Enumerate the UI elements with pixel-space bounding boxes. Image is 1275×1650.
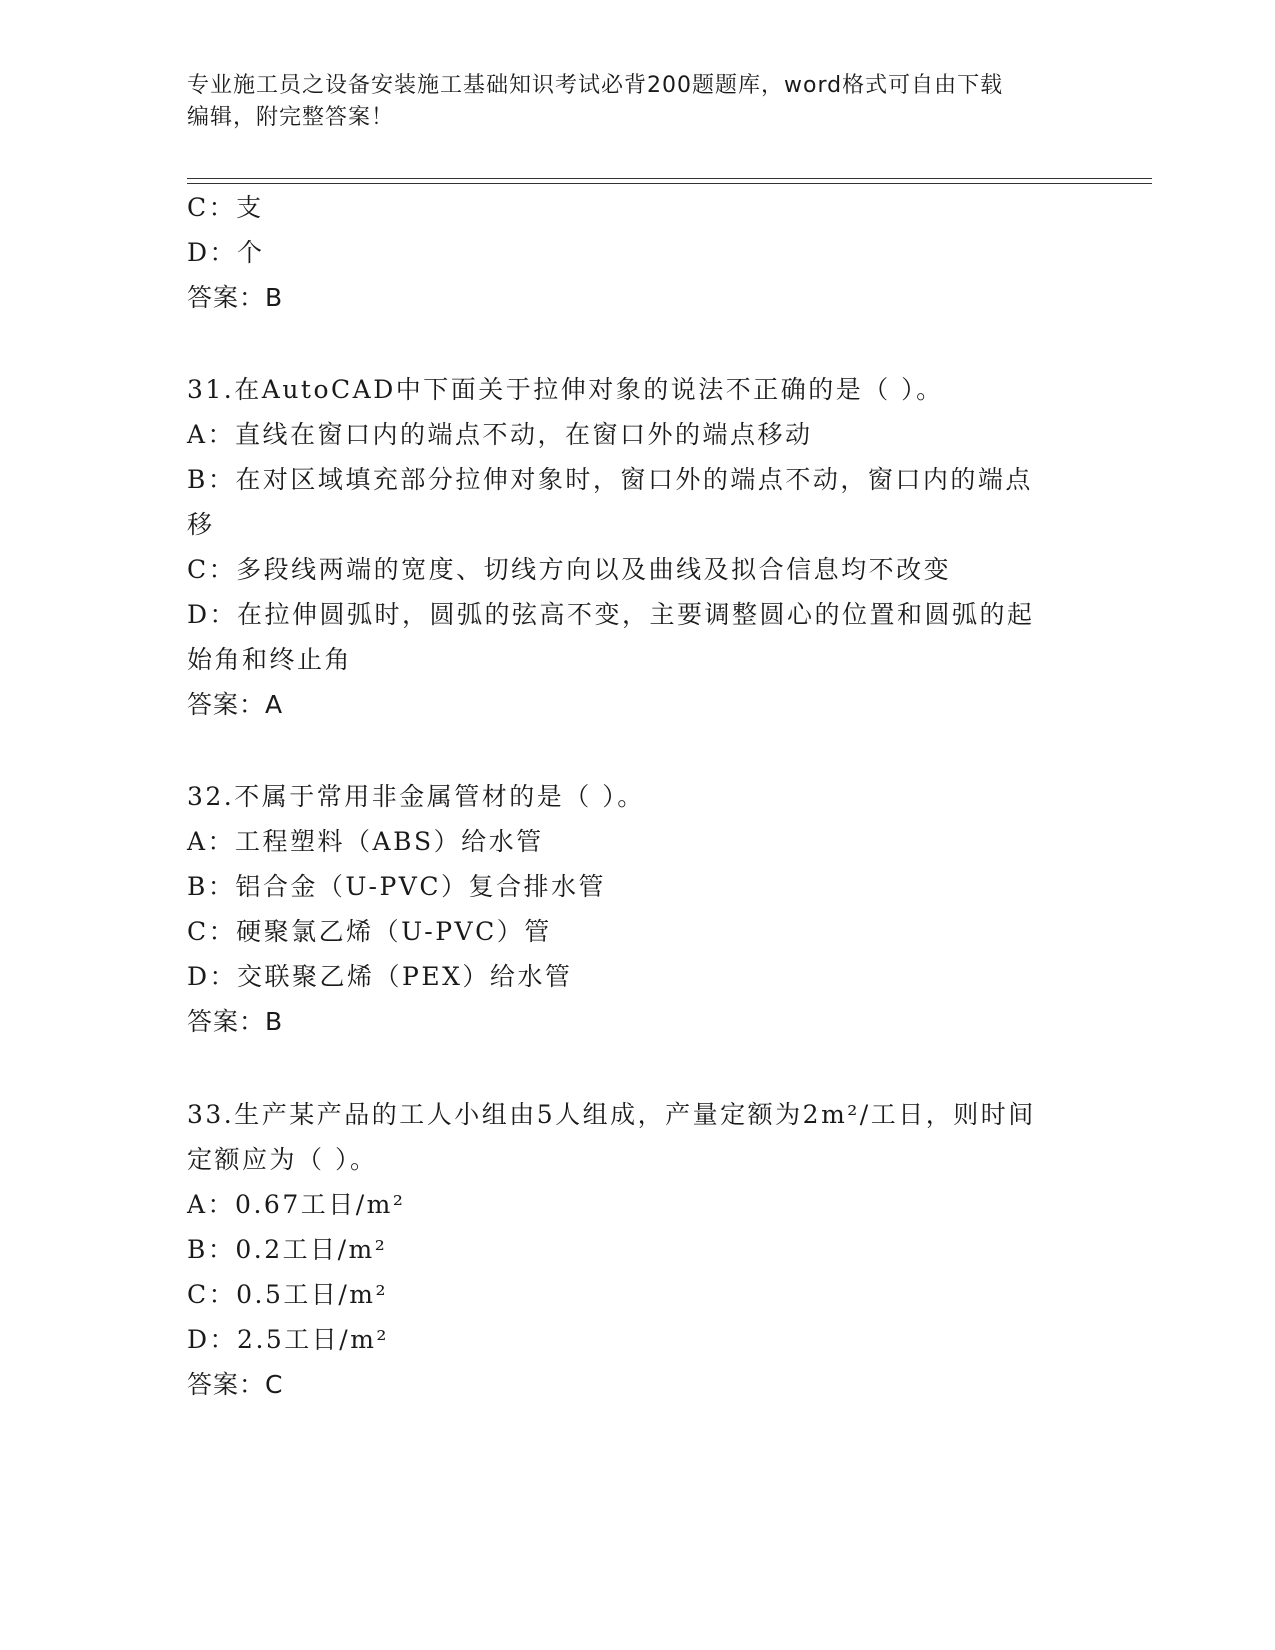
header-divider-top [187, 178, 1152, 179]
q32-option-a: A：工程塑料（ABS）给水管 [187, 827, 544, 856]
q31-answer: 答案：A [187, 690, 284, 719]
document-header [187, 70, 1087, 134]
q31-option-b-line-1: B：在对区域填充部分拉伸对象时，窗口外的端点不动，窗口内的端点 [187, 465, 1033, 494]
q32-stem: 32.不属于常用非金属管材的是（ ）。 [187, 782, 645, 811]
header-divider-bottom [187, 183, 1152, 184]
q30-option-d: D：个 [187, 238, 265, 267]
q32-answer: 答案：B [187, 1007, 284, 1036]
q32-option-b: B：铝合金（U-PVC）复合排水管 [187, 872, 606, 901]
q33-option-a: A：0.67工日/m² [187, 1190, 406, 1219]
q31-option-d-line-1: D：在拉伸圆弧时，圆弧的弦高不变，主要调整圆心的位置和圆弧的起 [187, 600, 1035, 629]
q33-stem-line-2: 定额应为（ ）。 [187, 1145, 378, 1174]
q31-option-a: A：直线在窗口内的端点不动，在窗口外的端点移动 [187, 420, 813, 449]
header-title-line-2: 编辑，附完整答案！ [187, 105, 395, 130]
q30-answer: 答案：B [187, 283, 284, 312]
q32-option-d: D：交联聚乙烯（PEX）给水管 [187, 962, 573, 991]
q31-option-d-line-2: 始角和终止角 [187, 645, 353, 674]
q33-answer: 答案：C [187, 1370, 284, 1399]
q31-option-b-line-2: 移 [187, 510, 215, 539]
q31-stem: 31.在AutoCAD中下面关于拉伸对象的说法不正确的是（ ）。 [187, 375, 944, 404]
q31-option-c: C：多段线两端的宽度、切线方向以及曲线及拟合信息均不改变 [187, 555, 952, 584]
q33-option-c: C：0.5工日/m² [187, 1280, 389, 1309]
q33-stem-line-1: 33.生产某产品的工人小组由5人组成，产量定额为2m²/工日，则时间 [187, 1100, 1036, 1129]
q30-option-c: C：支 [187, 193, 264, 222]
q33-option-d: D：2.5工日/m² [187, 1325, 389, 1354]
q33-option-b: B：0.2工日/m² [187, 1235, 388, 1264]
q32-option-c: C：硬聚氯乙烯（U-PVC）管 [187, 917, 552, 946]
header-title-line-1: 专业施工员之设备安装施工基础知识考试必背200题题库，word格式可自由下载 [187, 73, 1004, 98]
